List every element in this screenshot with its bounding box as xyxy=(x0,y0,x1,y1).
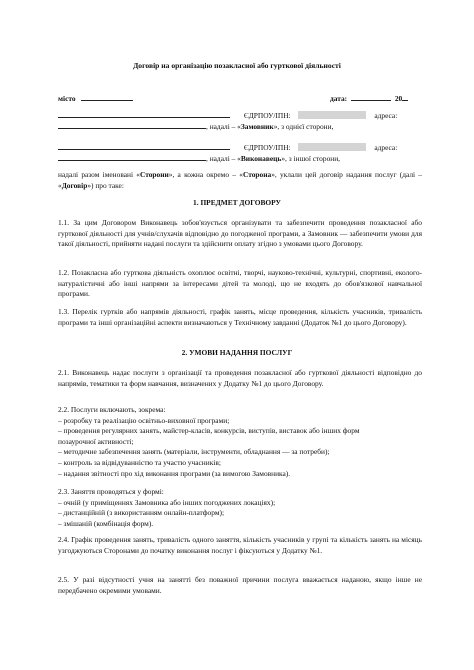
party2-role: Виконавець xyxy=(240,154,282,163)
section2-p4: 2.4. Графік проведення занять, тривалість одного заняття, кількість учасників у групі та кількість занять на місяць узгоджуються Сторонами до початку виконання послуг і фіксуються у Додатку №1. xyxy=(58,535,422,555)
intro-paragraph xyxy=(58,170,422,191)
party2-line2 xyxy=(58,152,422,165)
section2-p1: 2.1. Виконавець надає послуги з організації та проведення позакласної або гурткової діяльності відповідно до напрямів, тематики та форм навчання, визначених у Додатку №1 до цього Договору. xyxy=(58,368,422,388)
list-line: – змішаній (комбінація форм). xyxy=(58,518,154,528)
party1-edrpou-label: ЄДРПОУ/ІПН: xyxy=(243,111,291,120)
party1-address-label: адреса: xyxy=(374,111,398,120)
party1-role: Замовник xyxy=(240,122,274,131)
section1-p1: 1.1. За цим Договором Виконавець зобов'язується організувати та забезпечити проведення позакласної або гурткової діяльності для учнів/слухачів відповідно до погодженої програми, а Замовник — забезпечити умови для такої діяльності, прийняти надані послуги та здійснити оплату згідно з умовами цього Договору. xyxy=(58,218,422,249)
list-line: 2.2. Послуги включають, зокрема: xyxy=(58,405,166,414)
section1-p2: 1.2. Позакласна або гурткова діяльність охоплює освітні, творчі, науково-технічні, культурні, спортивні, еколого-натуралістичні або інші напрями за інтересами дітей та молоді, що не входять до обов'язкової навчальної програми. xyxy=(58,268,422,299)
party2-edrpou-label: ЄДРПОУ/ІПН: xyxy=(243,143,291,152)
list-line: – надання звітності про хід виконання програми (за вимогою Замовника). xyxy=(58,468,291,478)
party1-line2 xyxy=(58,120,422,133)
party2-tail-post: », з іншої сторони, xyxy=(281,154,341,163)
list-line: – очній (у приміщеннях Замовника або інших погоджених локаціях); xyxy=(58,497,276,507)
intro-text-3: », уклали цей договір надання послуг (далі – « xyxy=(58,170,423,190)
party1-address-field[interactable] xyxy=(58,120,206,129)
document-title: Договір на організацію позакласної або гурткової діяльності xyxy=(133,61,341,70)
city-row xyxy=(58,92,133,105)
year-field[interactable] xyxy=(402,92,408,101)
section2-heading: 2. УМОВИ НАДАННЯ ПОСЛУГ xyxy=(181,348,293,357)
section2-p5: 2.5. У разі відсутності учня на занятті без поважної причини послуга вважається наданою, якщо інше не передбачено окремими умовами. xyxy=(58,575,422,595)
party2-tail-pre: , надалі – « xyxy=(206,154,241,163)
list-line: – дистанційній (з використанням онлайн-платформ); xyxy=(58,508,225,518)
section1-p3: 1.3. Перелік гуртків або напрямів діяльності, графік занять, місце проведення, кількість учасників, тривалість програми та інші організаційні аспекти визначаються у Технічному завданні (Додаток №1 до цього Договору). xyxy=(58,307,422,327)
list-line: – контроль за відвідуванністю та участю учасників; xyxy=(58,457,221,467)
party1-edrpou-field[interactable] xyxy=(298,111,366,119)
party2-address-field[interactable] xyxy=(58,152,206,161)
section2-p2 xyxy=(58,405,422,479)
intro-text-2: », а кожна окремо – « xyxy=(168,170,243,179)
list-line: – проведення регулярних занять, майстер-класів, конкурсів, виступів, виставок або інших форм xyxy=(58,426,360,436)
party2-address-label: адреса: xyxy=(374,143,398,152)
party2-edrpou-field[interactable] xyxy=(298,143,366,151)
date-field[interactable] xyxy=(351,92,391,101)
party2-name-field[interactable] xyxy=(58,141,230,150)
list-line: – методичне забезпечення занять (матеріали, інструменти, обладнання — за потреби); xyxy=(58,447,330,457)
list-line: – розробку та реалізацію освітньо-виховної програми; xyxy=(58,415,230,425)
intro-text-4: ») про таке: xyxy=(87,180,124,190)
intro-sides: Сторони xyxy=(139,170,169,179)
section2-p3 xyxy=(58,487,422,529)
party1-name-field[interactable] xyxy=(58,109,230,118)
intro-side: Сторона xyxy=(242,170,272,179)
city-field[interactable] xyxy=(81,92,133,101)
party1-tail-post: », з однієї сторони, xyxy=(273,122,334,131)
date-label: дата: xyxy=(330,94,348,103)
year-prefix: 20 xyxy=(394,94,403,103)
intro-contract: Договір xyxy=(61,180,88,190)
party1-tail-pre: , надалі – « xyxy=(206,122,241,131)
date-row xyxy=(330,92,408,105)
list-line: позаурочної активності; xyxy=(58,436,134,446)
section1-heading: 1. ПРЕДМЕТ ДОГОВОРУ xyxy=(193,198,281,207)
city-label: місто xyxy=(58,94,76,103)
list-line: 2.3. Заняття проводяться у формі: xyxy=(58,487,164,496)
intro-text-1: надалі разом іменовані « xyxy=(58,170,140,179)
